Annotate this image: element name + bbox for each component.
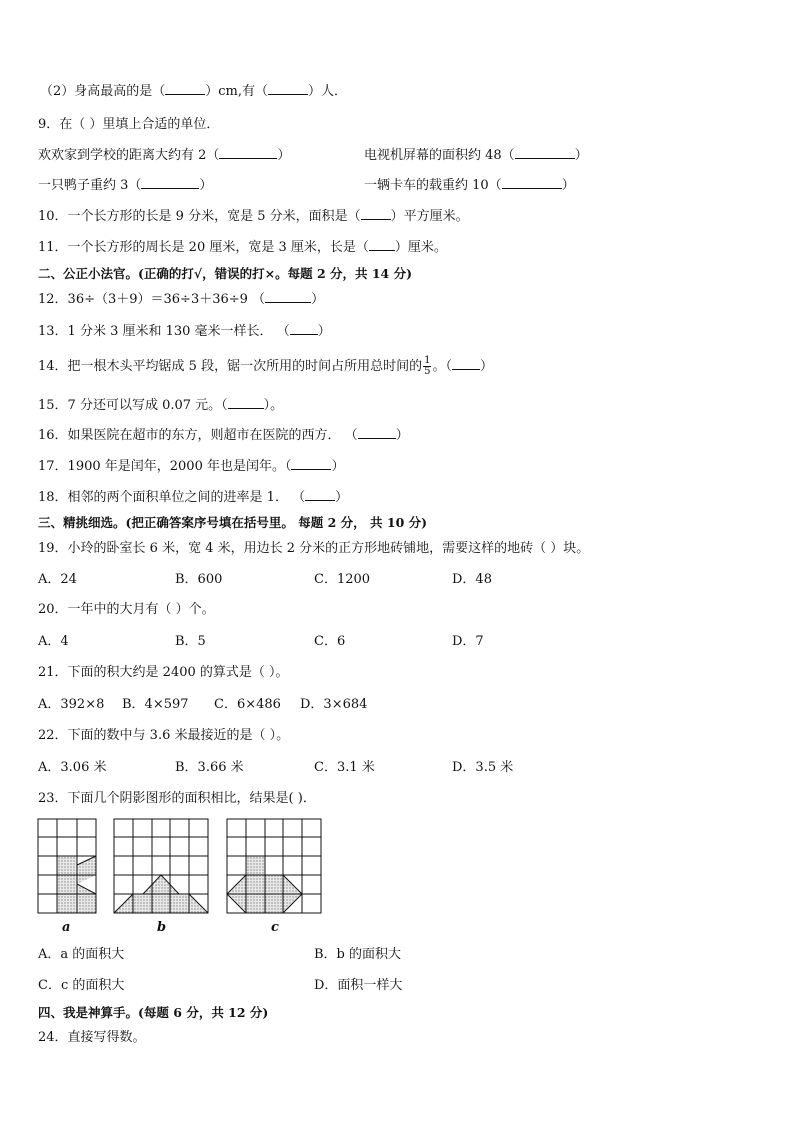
option-c[interactable]: C．6×486 — [214, 697, 281, 712]
answer-blank[interactable] — [228, 396, 264, 409]
shaded-region — [57, 856, 77, 913]
option-a[interactable]: A．4 — [38, 634, 69, 649]
option-b[interactable]: B．600 — [175, 572, 223, 587]
answer-blank[interactable] — [305, 488, 335, 501]
question-17: 17．1900 年是闰年，2000 年也是闰年。（ ） — [38, 459, 345, 474]
answer-blank[interactable] — [358, 426, 396, 439]
answer-blank[interactable] — [265, 290, 311, 303]
option-a[interactable]: A．3.06 米 — [38, 760, 107, 775]
question-15: 15．7 分还可以写成 0.07 元。（ ）。 — [38, 398, 284, 413]
option-d[interactable]: D．3×684 — [300, 697, 368, 712]
question-13: 13．1 分米 3 厘米和 130 毫米一样长． （ ） — [38, 324, 331, 339]
option-c[interactable]: C．6 — [314, 634, 346, 649]
shaded-figure-b — [113, 818, 213, 916]
question-18: 18．相邻的两个面积单位之间的进率是 1． （ ） — [38, 490, 349, 505]
question-16: 16．如果医院在超市的东方，则超市在医院的西方． （ ） — [38, 428, 409, 443]
figure-label-a: a — [62, 920, 71, 935]
question-22: 22．下面的数中与 3.6 米最接近的是（ ）。 — [38, 728, 290, 743]
option-d[interactable]: D．7 — [452, 634, 484, 649]
section-3-heading: 三、精挑细选。(把正确答案序号填在括号里。 每题 2 分， 共 10 分) — [38, 515, 428, 530]
option-a[interactable]: A．a 的面积大 — [38, 947, 125, 962]
question-2-height: （2）身高最高的是（ ）cm,有（ ）人． — [40, 84, 348, 99]
answer-blank[interactable] — [219, 146, 277, 159]
question-9-item-1: 欢欢家到学校的距离大约有 2（ ） — [38, 148, 291, 163]
answer-blank[interactable] — [165, 82, 205, 95]
question-21: 21．下面的积大约是 2400 的算式是（ ）。 — [38, 665, 289, 680]
answer-blank[interactable] — [502, 176, 562, 189]
shaded-figure-c — [226, 818, 326, 916]
question-23: 23．下面几个阴影图形的面积相比，结果是( )． — [38, 791, 316, 806]
fraction: $\frac{1}{5}$ — [424, 355, 431, 377]
question-12: 12．36÷（3＋9）＝36÷3＋36÷9 （ ） — [38, 292, 325, 307]
option-c[interactable]: C．c 的面积大 — [38, 978, 125, 993]
option-d[interactable]: D．48 — [452, 572, 492, 587]
answer-blank[interactable] — [361, 207, 391, 220]
question-20: 20．一年中的大月有（ ）个。 — [38, 602, 215, 617]
figure-label-b: b — [157, 920, 167, 935]
shaded-figure-a — [37, 818, 99, 916]
option-c[interactable]: C．3.1 米 — [314, 760, 375, 775]
option-a[interactable]: A．24 — [38, 572, 77, 587]
section-4-heading: 四、我是神算手。(每题 6 分，共 12 分) — [38, 1005, 269, 1020]
question-9-item-2: 电视机屏幕的面积约 48（ ） — [364, 148, 588, 163]
question-9-item-4: 一辆卡车的载重约 10（ ） — [364, 178, 575, 193]
question-9-item-3: 一只鸭子重约 3（ ） — [38, 178, 213, 193]
figure-label-c: c — [271, 920, 279, 935]
option-a[interactable]: A．392×8 — [38, 697, 105, 712]
shaded-region — [246, 856, 265, 875]
option-c[interactable]: C．1200 — [314, 572, 371, 587]
option-b[interactable]: B．3.66 米 — [175, 760, 244, 775]
answer-blank[interactable] — [452, 357, 480, 370]
shaded-region — [77, 884, 96, 913]
question-10: 10．一个长方形的长是 9 分米，宽是 5 分米，面积是（ ）平方厘米。 — [38, 209, 469, 224]
question-9-title: 9．在（ ）里填上合适的单位． — [38, 117, 220, 132]
option-b[interactable]: B．4×597 — [122, 697, 189, 712]
answer-blank[interactable] — [141, 176, 199, 189]
option-b[interactable]: B．b 的面积大 — [314, 947, 402, 962]
question-19: 19．小玲的卧室长 6 米，宽 4 米，用边长 2 分米的正方形地砖铺地，需要这样的地砖（ ）块。 — [38, 541, 590, 556]
option-d[interactable]: D．3.5 米 — [452, 760, 514, 775]
answer-blank[interactable] — [291, 457, 331, 470]
question-24: 24．直接写得数。 — [38, 1030, 146, 1045]
answer-blank[interactable] — [515, 146, 575, 159]
option-d[interactable]: D．面积一样大 — [314, 978, 403, 993]
answer-blank[interactable] — [268, 82, 308, 95]
question-14: 14．把一根木头平均锯成 5 段，锯一次所用的时间占所用总时间的 $\frac{1}{5}$ 。（ ） — [38, 355, 493, 377]
section-2-heading: 二、公正小法官。(正确的打√，错误的打×。每题 2 分，共 14 分) — [38, 266, 413, 281]
answer-blank[interactable] — [369, 238, 395, 251]
answer-blank[interactable] — [290, 322, 318, 335]
option-b[interactable]: B．5 — [175, 634, 206, 649]
question-11: 11．一个长方形的周长是 20 厘米，宽是 3 厘米，长是（ ）厘米。 — [38, 240, 447, 255]
